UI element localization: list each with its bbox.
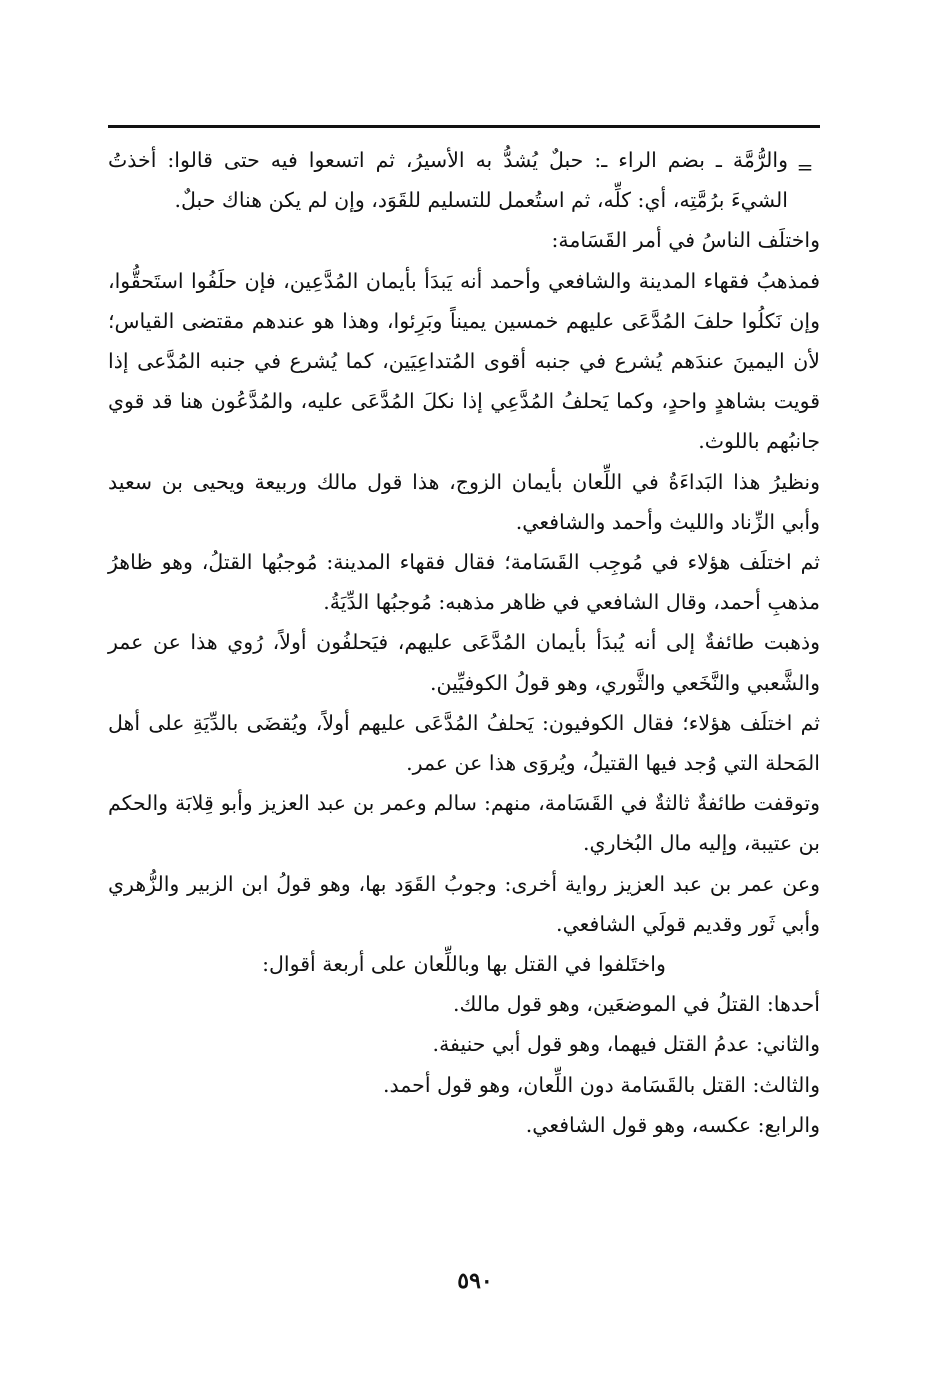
paragraph-3: فمذهبُ فقهاء المدينة والشافعي وأحمد أنه يَبدَأ بأيمان المُدَّعِين، فإن حلَفُوا استَحقُّوا، وإن نَكلُوا حلفَ المُدَّعَى عليهم خمسين يميناً وبَرِئوا، وهذا هو عندهم مقتضى القياس؛ لأن اليمينَ عندَهم يُشرع في جنبه أقوى المُتداعِيَين، كما يُشرع في جنبه المُدَّعى إذا قويت بشاهدٍ واحدٍ، وكما يَحلفُ المُدَّعِي إذا نكلَ المُدَّعَى عليه، والمُدَّعُون هنا قد قوي جانبُهم باللوث. <box>108 268 820 454</box>
paragraph-7: ثم اختلَف هؤلاء؛ فقال الكوفيون: يَحلفُ المُدَّعَى عليهم أولاً، ويُقضَى بالدِّيَةِ على أهل المَحلة التي وُجد فيها القتيلُ، ويُروَى هذا عن عمر. <box>108 710 820 776</box>
paragraph-6: وذهبت طائفةٌ إلى أنه يُبدَأ بأيمان المُدَّعَى عليهم، فيَحلفُون أولاً، رُوي هذا عن عمر والشَّعبي والنَّخَعي والثَّوري، وهو قولُ الكوفيِّين. <box>108 630 820 695</box>
paragraph-4: ونظيرُ هذا البَداءَةُ في اللِّعان بأيمان الزوج، هذا قول مالك وربيعة ويحيى بن سعيد وأبي الزِّناد والليث وأحمد والشافعي. <box>108 469 820 534</box>
paragraph-9: وعن عمر بن عبد العزيز رواية أخرى: وجوبُ القَوَد بها، وهو قولُ ابن الزبير والزُّهري وأبي ثَور وقديم قولَي الشافعي. <box>108 871 820 936</box>
list-item-3: والثالث: القتل بالقَسَامة دون اللِّعان، وهو قول أحمد. <box>383 1072 820 1097</box>
top-rule <box>108 125 820 128</box>
list-item-1: أحدها: القتلُ في الموضعَين، وهو قول مالك. <box>452 992 820 1017</box>
page-body <box>108 140 820 1145</box>
paragraph-5: ثم اختلَف هؤلاء في مُوجِب القَسَامة؛ فقال فقهاء المدينة: مُوجبُها القتلُ، وهو ظاهرُ مذهبِ أحمد، وقال الشافعي في ظاهر مذهبه: مُوجبُها الدِّيَةُ. <box>108 550 820 615</box>
list-item-2: والثاني: عدمُ القتل فيهما، وهو قول أبي حنيفة. <box>432 1032 820 1057</box>
paragraph-1: والرُّمَّة ـ بضم الراء ـ: حبلٌ يُشدُّ به الأسيرُ، ثم اتسعوا فيه حتى قالوا: أخذتُ الشيءَ برُمَّتِه، أي: كلِّه، ثم استُعمل للتسليم للقَوَد، وإن لم يكن هناك حبلٌ. <box>108 148 788 213</box>
continuation-mark: = <box>796 155 814 179</box>
page-number: ٥٩٠ <box>457 1268 493 1294</box>
list-item-4: والرابع: عكسه، وهو قول الشافعي. <box>525 1112 820 1137</box>
paragraph-8: وتوقفت طائفةٌ ثالثةٌ في القَسَامة، منهم: سالم وعمر بن عبد العزيز وأبو قِلابَة والحكم بن عتيبة، وإليه مال البُخاري. <box>108 791 820 856</box>
paragraph-2: واختلَف الناسُ في أمر القَسَامة: <box>551 228 820 253</box>
paragraph-10: واختَلفوا في القتل بها وباللِّعان على أربعة أقوال: <box>262 952 666 977</box>
